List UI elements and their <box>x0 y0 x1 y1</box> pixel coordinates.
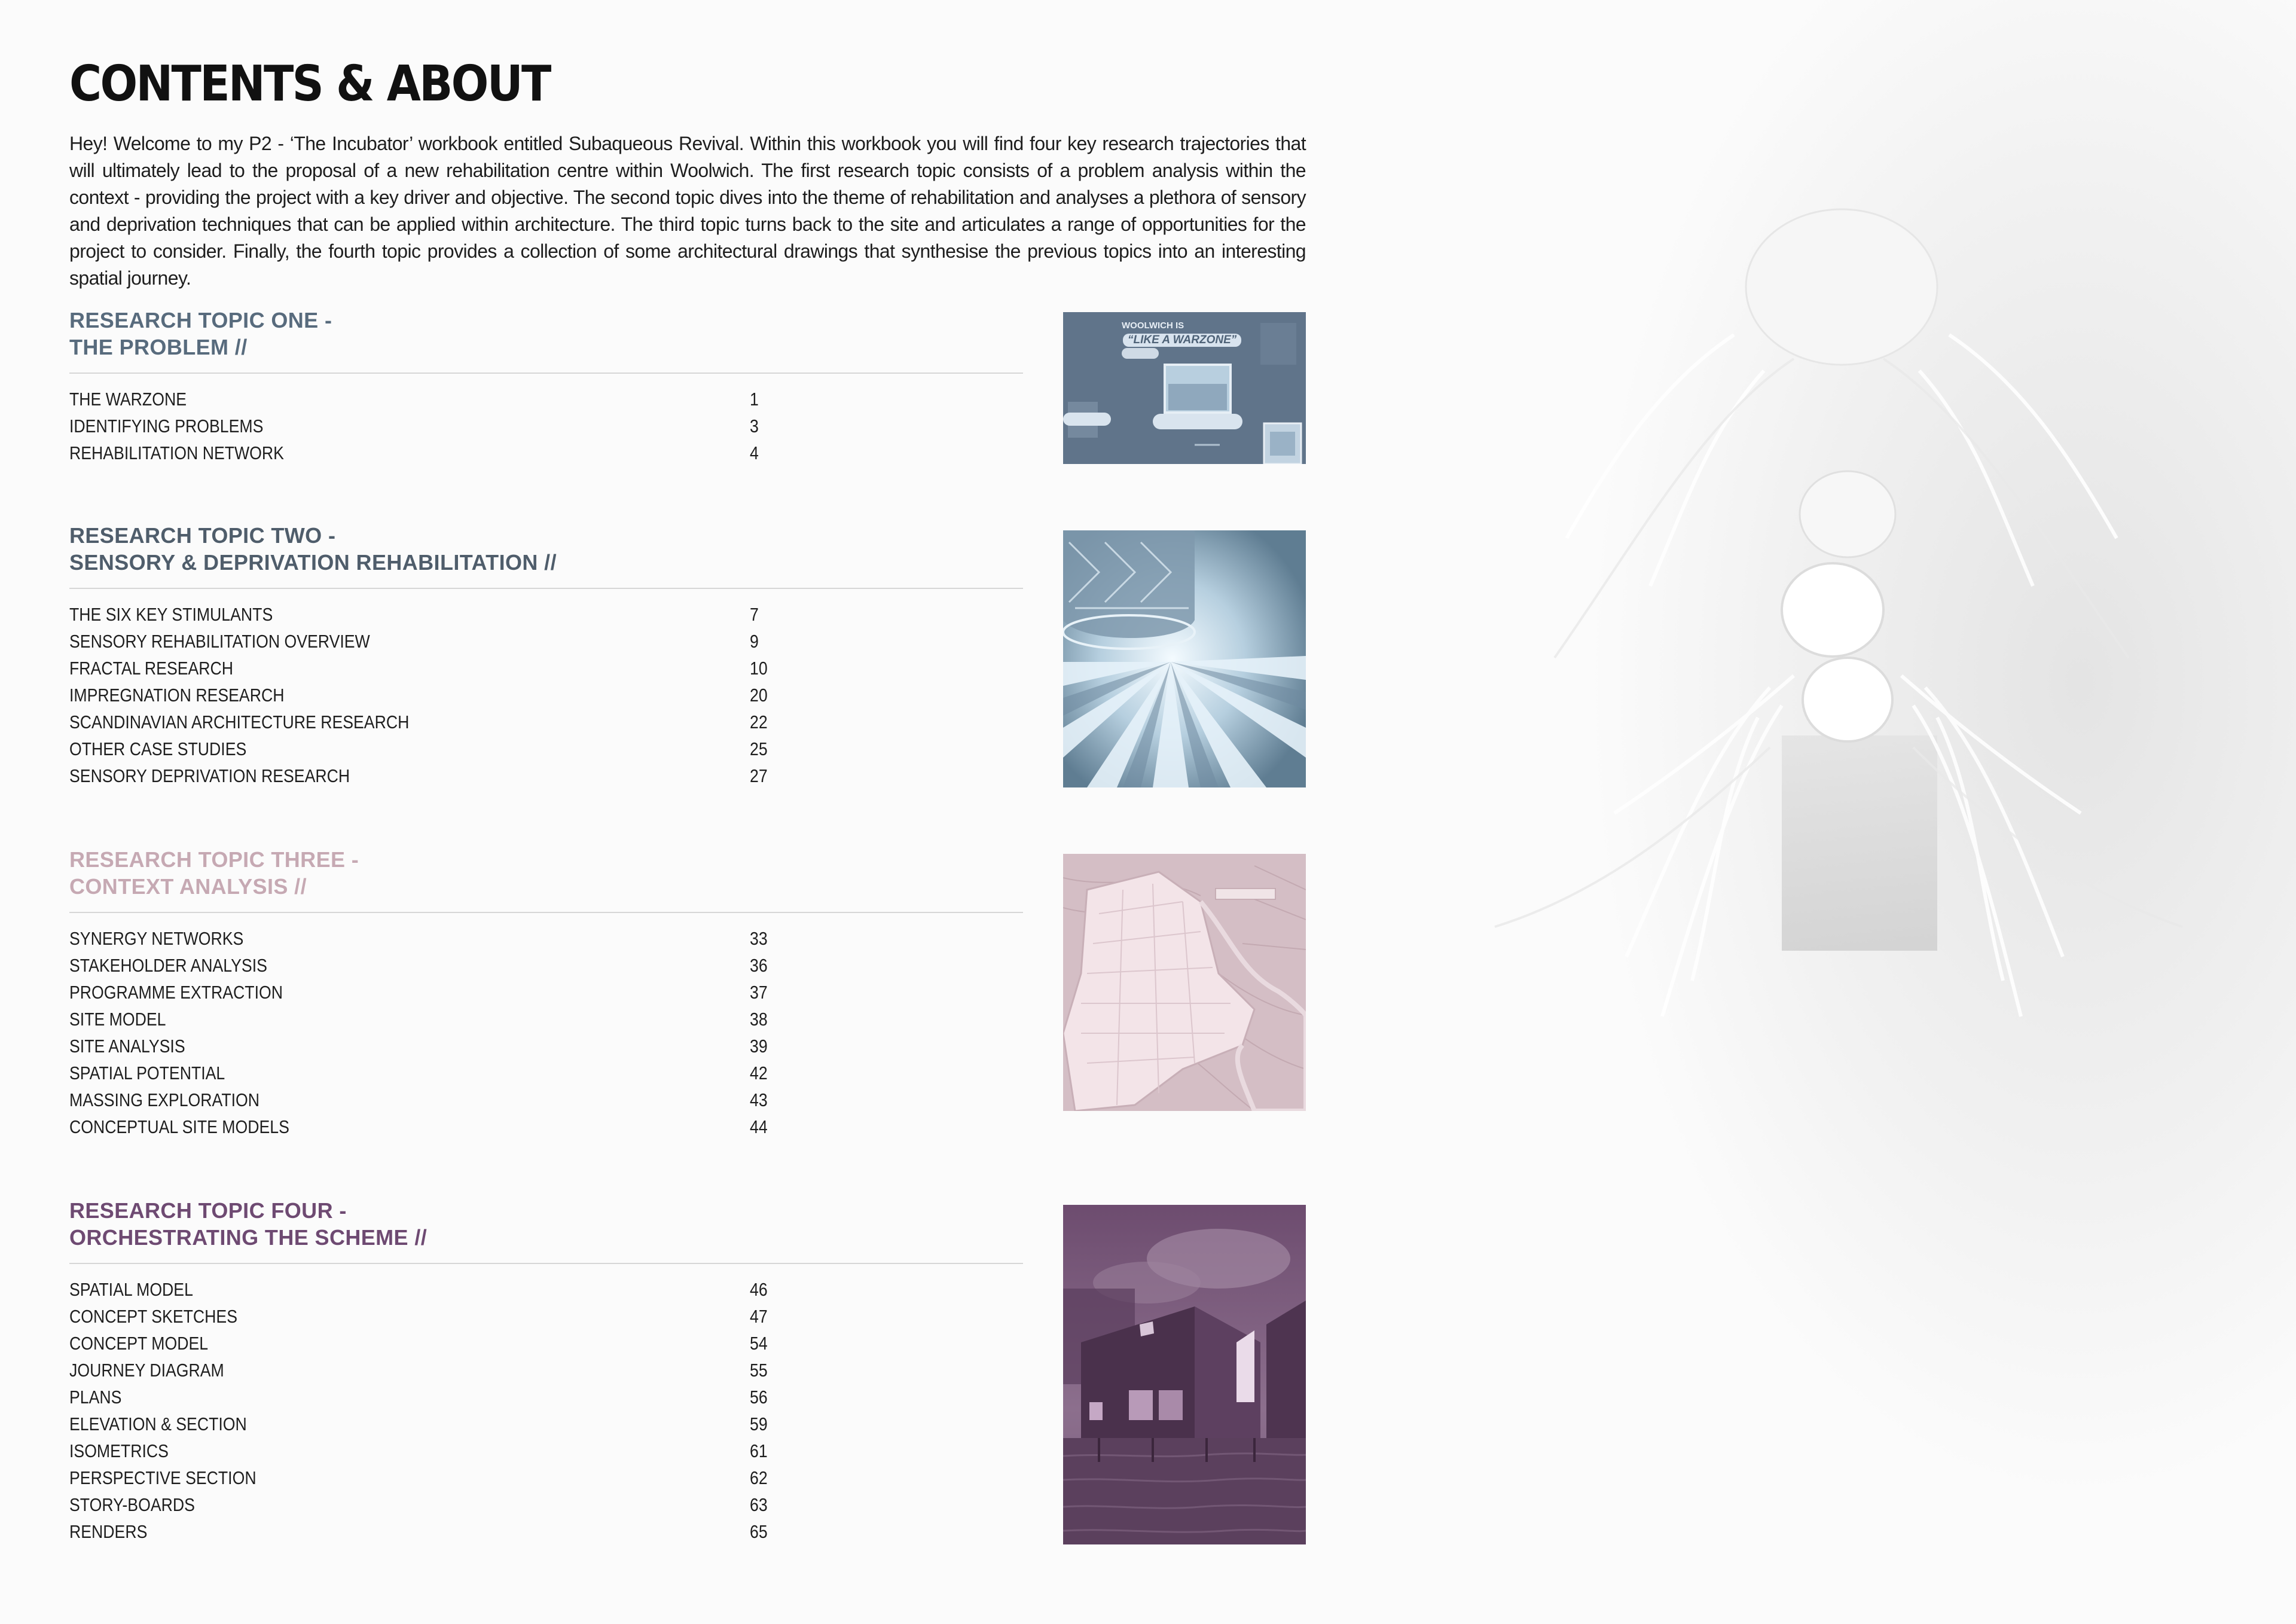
toc-entry-page: 55 <box>750 1360 768 1381</box>
toc-entry-page: 1 <box>750 389 759 410</box>
toc-entry-page: 4 <box>750 442 759 463</box>
toc-entry-page: 7 <box>750 604 759 625</box>
toc-entry-page: 54 <box>750 1333 768 1354</box>
toc-entry-page: 65 <box>750 1521 768 1542</box>
page-title: CONTENTS & ABOUT <box>69 56 550 112</box>
toc-entry-page: 39 <box>750 1036 768 1057</box>
toc-entry-page: 22 <box>750 712 768 732</box>
toc-entry[interactable] <box>69 1357 1023 1384</box>
toc-entry-label: CONCEPT MODEL <box>69 1333 209 1354</box>
toc-entry-page: 36 <box>750 955 768 976</box>
section-topic-two <box>69 522 1023 789</box>
section-topic-three <box>69 846 1023 1140</box>
toc-entry[interactable] <box>69 1330 1023 1357</box>
toc-entry-label: PROGRAMME EXTRACTION <box>69 982 283 1003</box>
toc-entry[interactable] <box>69 413 1023 439</box>
toc-entry-label: REHABILITATION NETWORK <box>69 442 284 463</box>
toc-entry-label: CONCEPT SKETCHES <box>69 1306 237 1327</box>
toc-entry[interactable] <box>69 1086 1023 1113</box>
section-title-line2: THE PROBLEM // <box>69 335 248 359</box>
section-divider <box>69 588 1023 589</box>
toc-entry[interactable] <box>69 1437 1023 1464</box>
toc-entry-page: 27 <box>750 765 768 786</box>
section-divider <box>69 912 1023 913</box>
toc-entry-label: SYNERGY NETWORKS <box>69 928 244 949</box>
toc-entry[interactable] <box>69 1464 1023 1491</box>
section-title-line1: RESEARCH TOPIC THREE - <box>69 847 359 872</box>
toc-entry[interactable] <box>69 925 1023 952</box>
toc-entry-page: 63 <box>750 1494 768 1515</box>
thumbnail-house-render <box>1063 1205 1306 1544</box>
section-title-line1: RESEARCH TOPIC FOUR - <box>69 1198 347 1223</box>
thumbnail-site-map <box>1063 854 1306 1111</box>
toc-entry-page: 46 <box>750 1279 768 1300</box>
toc-entry[interactable] <box>69 762 1023 789</box>
toc-entry[interactable] <box>69 439 1023 466</box>
section-title-line1: RESEARCH TOPIC ONE - <box>69 308 332 332</box>
toc-entry-page: 56 <box>750 1387 768 1408</box>
section-title-line2: ORCHESTRATING THE SCHEME // <box>69 1225 428 1250</box>
toc-entry[interactable] <box>69 709 1023 735</box>
toc-entry-page: 61 <box>750 1440 768 1461</box>
toc-entry[interactable] <box>69 386 1023 413</box>
section-title <box>69 522 1023 576</box>
toc-entry-label: IMPREGNATION RESEARCH <box>69 685 285 706</box>
toc-entry-page: 42 <box>750 1063 768 1083</box>
toc-entry-label: FRACTAL RESEARCH <box>69 658 234 679</box>
toc-entry[interactable] <box>69 1113 1023 1140</box>
toc-entry-label: OTHER CASE STUDIES <box>69 738 247 759</box>
toc-entry[interactable] <box>69 1006 1023 1033</box>
toc-entry-label: SITE ANALYSIS <box>69 1036 185 1057</box>
toc-entry-label: STORY-BOARDS <box>69 1494 195 1515</box>
section-topic-one <box>69 307 1023 466</box>
thumbnail-crystal-glass <box>1063 530 1306 787</box>
toc-entry[interactable] <box>69 628 1023 655</box>
toc-entry-label: PERSPECTIVE SECTION <box>69 1467 257 1488</box>
toc-entry-label: ELEVATION & SECTION <box>69 1414 247 1434</box>
toc-entry[interactable] <box>69 1518 1023 1545</box>
toc-entry-label: SENSORY DEPRIVATION RESEARCH <box>69 765 350 786</box>
section-divider <box>69 1263 1023 1264</box>
toc-entry-page: 38 <box>750 1009 768 1030</box>
intro-paragraph: Hey! Welcome to my P2 - ‘The Incubator’ workbook entitled Subaqueous Revival. Within this workbook you will find four key research trajectories that will ultimately lead to the proposal of a new rehabilitation centre within Woolwich. The first research topic consists of a problem analysis within the context - providing the project with a key driver and objective. The second topic dives into the theme of rehabilitation and analyses a plethora of sensory and deprivation techniques that can be applied within architecture. The third topic turns back to the site and articulates a range of opportunities for the project to consider. Finally, the fourth topic provides a collection of some architectural drawings that synthesise the previous topics into an interesting spatial journey. <box>69 133 1306 289</box>
toc-entry-label: RENDERS <box>69 1521 148 1542</box>
toc-entry[interactable] <box>69 682 1023 709</box>
toc-entry-page: 44 <box>750 1116 768 1137</box>
toc-entry[interactable] <box>69 601 1023 628</box>
toc-entry[interactable] <box>69 1276 1023 1303</box>
toc-entry-label: SITE MODEL <box>69 1009 166 1030</box>
toc-entry-label: SENSORY REHABILITATION OVERVIEW <box>69 631 370 652</box>
toc-entry-page: 37 <box>750 982 768 1003</box>
toc-entry-page: 33 <box>750 928 768 949</box>
toc-entry[interactable] <box>69 979 1023 1006</box>
thumbnail-caption-line1: WOOLWICH IS <box>1122 320 1184 331</box>
toc-entry-page: 20 <box>750 685 768 706</box>
toc-entry-label: SPATIAL MODEL <box>69 1279 193 1300</box>
toc-entry-page: 59 <box>750 1414 768 1434</box>
section-title-line2: CONTEXT ANALYSIS // <box>69 874 307 899</box>
toc-entry[interactable] <box>69 1033 1023 1060</box>
toc-entry-page: 43 <box>750 1089 768 1110</box>
section-title <box>69 846 1023 900</box>
toc-entry-page: 9 <box>750 631 759 652</box>
section-title-line2: SENSORY & DEPRIVATION REHABILITATION // <box>69 550 557 575</box>
toc-entry[interactable] <box>69 1303 1023 1330</box>
section-title-line1: RESEARCH TOPIC TWO - <box>69 523 336 548</box>
toc-entry-page: 3 <box>750 416 759 436</box>
section-topic-four <box>69 1197 1023 1545</box>
thumbnail-caption-line2: “LIKE A WARZONE” <box>1123 334 1241 347</box>
toc-entry[interactable] <box>69 1411 1023 1437</box>
toc-entry-page: 25 <box>750 738 768 759</box>
toc-entry[interactable] <box>69 1491 1023 1518</box>
toc-entry[interactable] <box>69 952 1023 979</box>
toc-entry[interactable] <box>69 1384 1023 1411</box>
toc-entry[interactable] <box>69 735 1023 762</box>
toc-entry-label: PLANS <box>69 1387 122 1408</box>
toc-entry-label: STAKEHOLDER ANALYSIS <box>69 955 267 976</box>
toc-entry-label: SPATIAL POTENTIAL <box>69 1063 225 1083</box>
thumbnail-warzone <box>1063 312 1306 464</box>
section-title <box>69 1197 1023 1251</box>
toc-entry-page: 47 <box>750 1306 768 1327</box>
section-divider <box>69 373 1023 374</box>
section-title <box>69 307 1023 361</box>
toc-entry-label: CONCEPTUAL SITE MODELS <box>69 1116 289 1137</box>
toc-entry-label: THE WARZONE <box>69 389 187 410</box>
toc-entry-label: MASSING EXPLORATION <box>69 1089 260 1110</box>
toc-entry-label: ISOMETRICS <box>69 1440 169 1461</box>
toc-entry-label: JOURNEY DIAGRAM <box>69 1360 224 1381</box>
toc-entry-label: THE SIX KEY STIMULANTS <box>69 604 273 625</box>
toc-entry-label: IDENTIFYING PROBLEMS <box>69 416 264 436</box>
toc-entry-page: 62 <box>750 1467 768 1488</box>
toc-entry[interactable] <box>69 1060 1023 1086</box>
toc-entry[interactable] <box>69 655 1023 682</box>
toc-entry-label: SCANDINAVIAN ARCHITECTURE RESEARCH <box>69 712 410 732</box>
toc-entry-page: 10 <box>750 658 768 679</box>
